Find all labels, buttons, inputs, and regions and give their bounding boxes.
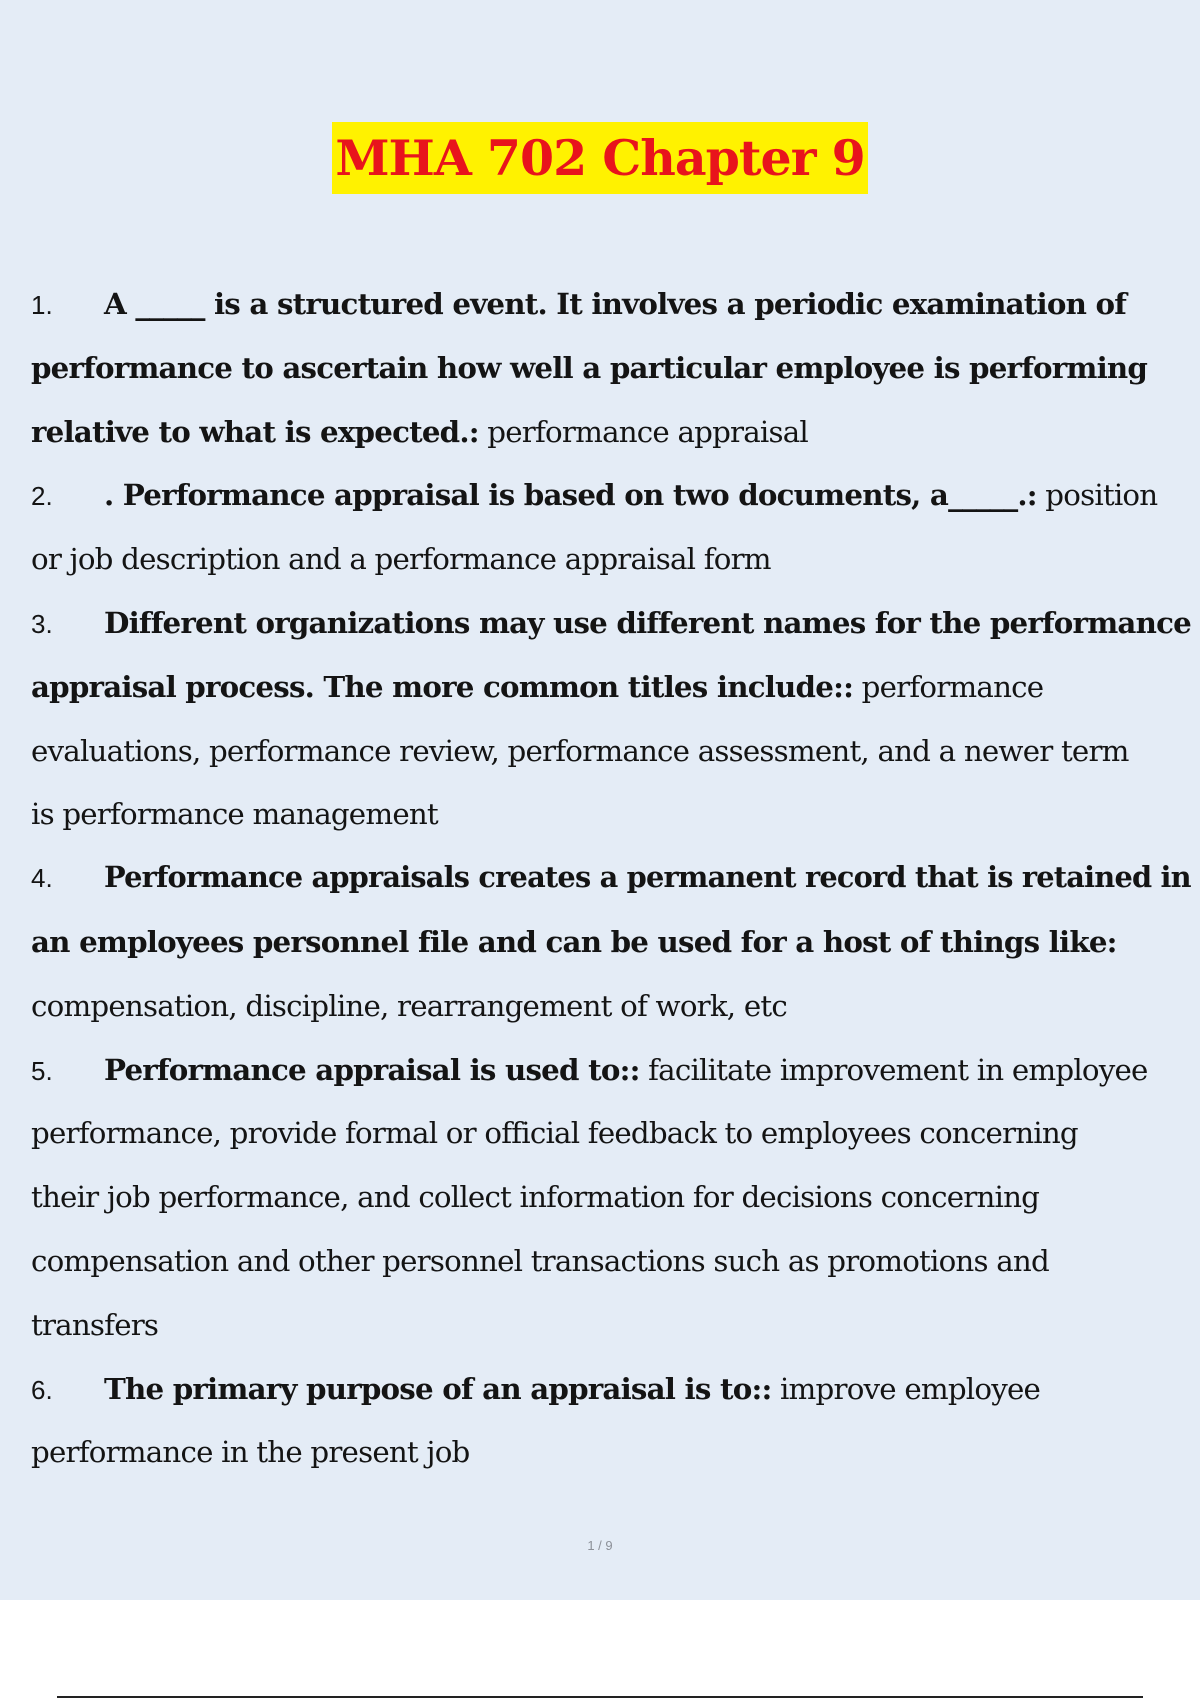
question-text: relative to what is expected.: bbox=[31, 413, 479, 449]
answer-text: is performance management bbox=[31, 797, 438, 832]
answer-text: performance, provide formal or official feedback to employees concerning bbox=[31, 1116, 1078, 1151]
document-title: MHA 702 Chapter 9 bbox=[332, 122, 867, 194]
answer-text: performance in the present job bbox=[31, 1435, 470, 1470]
answer-text: performance bbox=[853, 669, 1044, 704]
page-divider bbox=[57, 1696, 1143, 1698]
question-text: performance to ascertain how well a particular employee is performing bbox=[31, 349, 1148, 385]
question-text: The primary purpose of an appraisal is to:: bbox=[104, 1370, 772, 1406]
question-3-line-2 bbox=[31, 655, 1199, 719]
question-number: 6. bbox=[31, 1374, 53, 1405]
page-indicator: 1 / 9 bbox=[587, 1538, 613, 1553]
answer-text: their job performance, and collect information for decisions concerning bbox=[31, 1180, 1040, 1215]
answer-text: performance appraisal bbox=[478, 414, 808, 449]
question-4-line-2 bbox=[31, 910, 1199, 974]
question-6-line-2 bbox=[31, 1420, 1199, 1484]
question-2-line-2 bbox=[31, 527, 1199, 591]
question-1-line-1 bbox=[31, 272, 1199, 336]
answer-text: compensation and other personnel transactions such as promotions and bbox=[31, 1243, 1049, 1278]
answer-text: improve employee bbox=[771, 1371, 1041, 1406]
question-number: 3. bbox=[31, 608, 53, 639]
question-4-line-1 bbox=[31, 846, 1199, 910]
question-3-line-1 bbox=[31, 591, 1199, 655]
question-text: A _____ is a structured event. It involves a periodic examination of bbox=[104, 286, 1127, 321]
question-number: 5. bbox=[31, 1055, 53, 1086]
question-5-line-3 bbox=[31, 1165, 1199, 1229]
question-5-line-4 bbox=[31, 1229, 1199, 1293]
question-text: appraisal process. The more common titles include:: bbox=[31, 668, 854, 704]
answer-text: compensation, discipline, rearrangement of work, etc bbox=[31, 988, 787, 1023]
answer-text: facilitate improvement in employee bbox=[639, 1052, 1148, 1087]
question-3-line-4 bbox=[31, 782, 1199, 846]
answer-text: evaluations, performance review, performance assessment, and a newer term bbox=[31, 733, 1129, 768]
title-container bbox=[0, 122, 1200, 194]
question-1-line-3 bbox=[31, 400, 1199, 464]
answer-text: transfers bbox=[31, 1307, 159, 1342]
question-number: 1. bbox=[31, 290, 53, 320]
question-1-line-2 bbox=[31, 336, 1199, 400]
question-5-line-2 bbox=[31, 1101, 1199, 1165]
question-3-line-3 bbox=[31, 719, 1199, 783]
question-text: an employees personnel file and can be used for a host of things like: bbox=[31, 923, 1117, 959]
question-text: Different organizations may use different names for the performance bbox=[104, 604, 1191, 640]
question-5-line-5 bbox=[31, 1293, 1199, 1357]
answer-text: or job description and a performance appraisal form bbox=[31, 542, 771, 577]
question-6-line-1 bbox=[31, 1357, 1199, 1421]
question-text: . Performance appraisal is based on two documents, a_____.: bbox=[104, 477, 1037, 513]
question-text: Performance appraisal is used to:: bbox=[104, 1051, 640, 1087]
question-4-line-3 bbox=[31, 974, 1199, 1038]
question-list bbox=[31, 272, 1199, 1484]
question-number: 4. bbox=[31, 863, 53, 894]
question-text: Performance appraisals creates a permanent record that is retained in bbox=[104, 860, 1191, 895]
question-2-line-1 bbox=[31, 463, 1199, 527]
question-5-line-1 bbox=[31, 1038, 1199, 1102]
question-number: 2. bbox=[31, 481, 53, 512]
answer-text: position bbox=[1036, 478, 1158, 513]
